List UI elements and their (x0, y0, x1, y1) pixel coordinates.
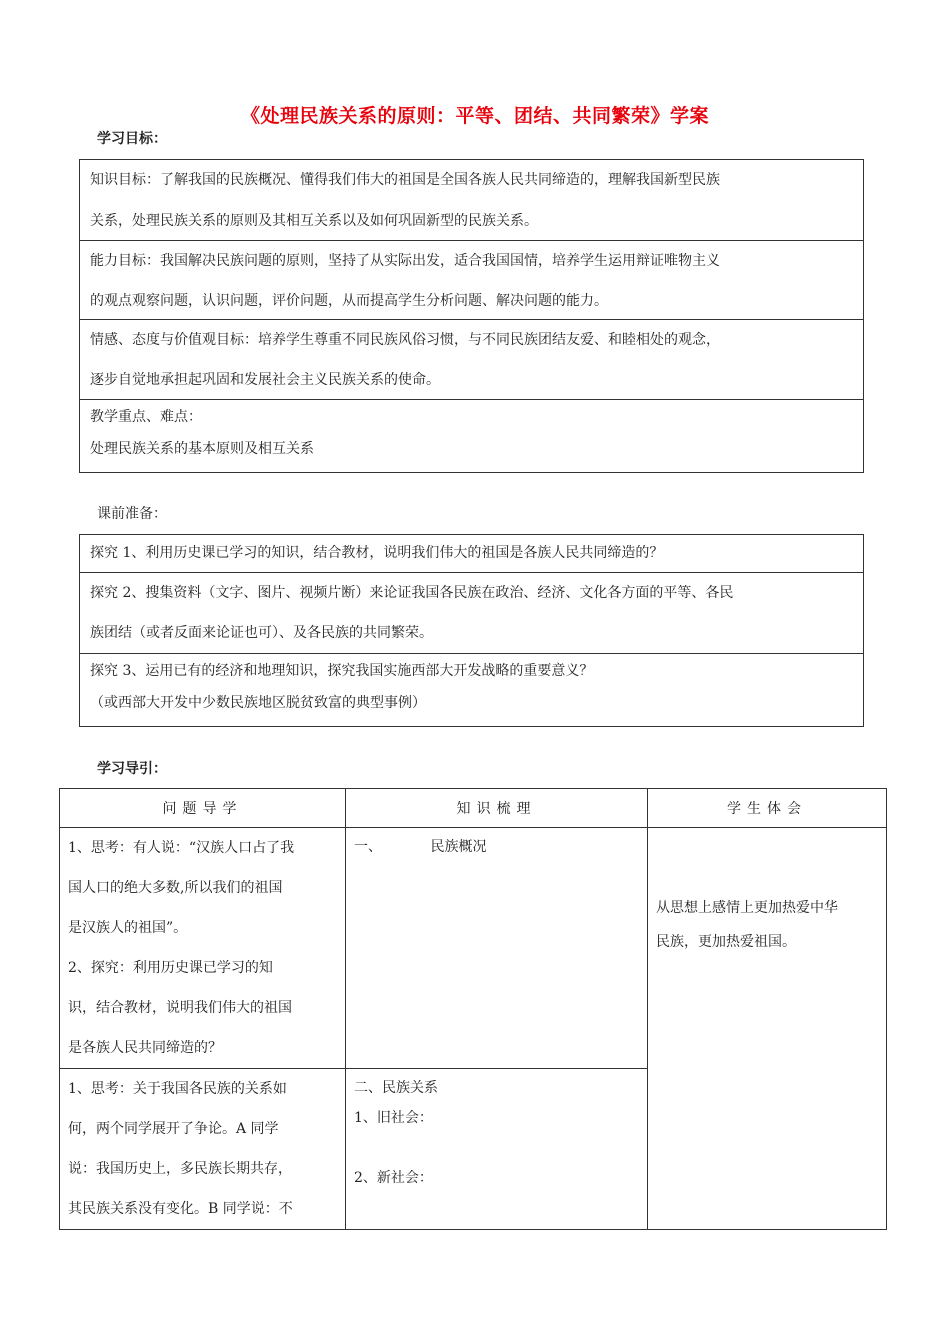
preparation-box (79, 534, 864, 727)
key-points: 教学重点、难点： 处理民族关系的基本原则及相互关系 (90, 409, 314, 457)
guide-heading: 学习导引： (97, 761, 167, 777)
inquiry-1: 探究 1、利用历史课已学习的知识，结合教材，说明我们伟大的祖国是各族人民共同缔造的？ (80, 535, 863, 573)
questions-cell-2: 1、思考：关于我国各民族的关系如 何，两个同学展开了争论。A 同学 说：我国历史上，多民族长期共存， 其民族关系没有变化。B 同学说：不 (60, 1069, 346, 1230)
preparation-heading: 课前准备： (97, 506, 167, 522)
header-questions: 问题导学 (60, 789, 346, 828)
objectives-heading: 学习目标： (97, 131, 167, 147)
knowledge-cell-2: 二、民族关系 1、旧社会： 2、新社会： (346, 1069, 648, 1230)
learning-guide-table (59, 788, 887, 1230)
inquiry-2: 探究 2、搜集资料（文字、图片、视频片断）来论证我国各民族在政治、经济、文化各方面的平等、各民 族团结（或者反面来论证也可）、及各民族的共同繁荣。 (80, 573, 863, 654)
header-reflection: 学生体会 (648, 789, 887, 828)
header-knowledge: 知识梳理 (346, 789, 648, 828)
objectives-box (79, 159, 864, 473)
knowledge-objective: 知识目标：了解我国的民族概况、懂得我们伟大的祖国是全国各族人民共同缔造的，理解我国新型民族 关系，处理民族关系的原则及其相互关系以及如何巩固新型的民族关系。 (80, 160, 863, 241)
table-row (60, 828, 887, 1069)
table-header-row (60, 789, 887, 828)
emotion-objective: 情感、态度与价值观目标：培养学生尊重不同民族风俗习惯，与不同民族团结友爱、和睦相处的观念， 逐步自觉地承担起巩固和发展社会主义民族关系的使命。 (80, 320, 863, 400)
page-title: 《处理民族关系的原则：平等、团结、共同繁荣》学案 (240, 105, 709, 127)
ability-objective: 能力目标：我国解决民族问题的原则，坚持了从实际出发，适合我国国情，培养学生运用辩证唯物主义 的观点观察问题，认识问题，评价问题，从而提高学生分析问题、解决问题的能力。 (80, 241, 863, 320)
knowledge-cell-1: 一、 民族概况 (346, 828, 648, 1069)
inquiry-3: 探究 3、运用已有的经济和地理知识，探究我国实施西部大开发战略的重要意义？ （或西部大开发中少数民族地区脱贫致富的典型事例） (90, 663, 594, 711)
reflection-cell: 从思想上感情上更加热爱中华 民族，更加热爱祖国。 (648, 828, 887, 1230)
questions-cell-1: 1、思考：有人说：“汉族人口占了我 国人口的绝大多数,所以我们的祖国 是汉族人的祖国”。 2、探究：利用历史课已学习的知 识，结合教材，说明我们伟大的祖国 是各族人民共同缔造的？ (60, 828, 346, 1069)
